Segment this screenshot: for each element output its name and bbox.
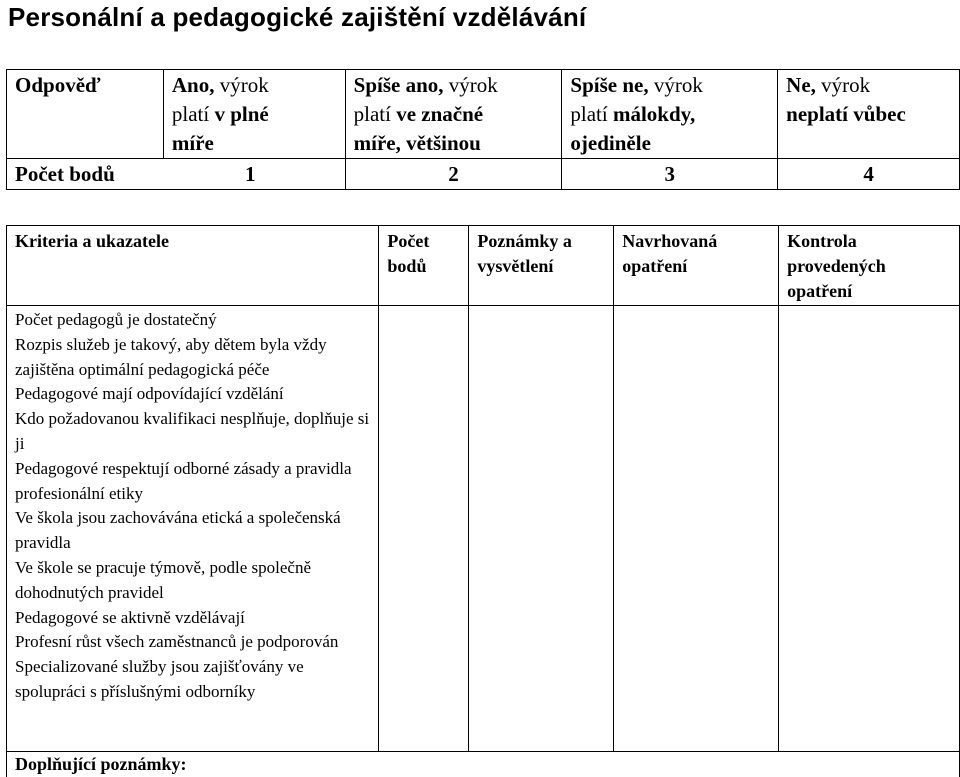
- page-title: Personální a pedagogické zajištění vzdělávání: [8, 2, 586, 33]
- criteria-item: Pedagogové se aktivně vzdělávají: [15, 606, 370, 631]
- points-value-1: 1: [245, 160, 256, 189]
- criteria-header-row: [7, 226, 960, 306]
- criteria-item: Rozpis služeb je takový, aby dětem byla vždy zajištěna optimální pedagogická péče: [15, 333, 370, 383]
- control-input-cell[interactable]: [779, 306, 960, 752]
- notes-input-cell[interactable]: [469, 306, 614, 752]
- criteria-item: Ve škola jsou zachovávána etická a společenská pravidla: [15, 506, 370, 556]
- header-text: opatření: [622, 256, 687, 276]
- header-text: opatření: [787, 281, 852, 301]
- option-bold: míře, většinou: [354, 131, 481, 155]
- option-text: platí: [354, 102, 397, 126]
- option-no: [778, 70, 960, 159]
- option-bold: málokdy,: [613, 102, 695, 126]
- option-bold: Spíše ne,: [570, 73, 648, 97]
- points-label: Počet bodů: [15, 162, 115, 186]
- option-text: výrok: [816, 73, 870, 97]
- criteria-item: Kdo požadovanou kvalifikaci nesplňuje, doplňuje si ji: [15, 407, 370, 457]
- header-criteria: Kriteria a ukazatele: [7, 226, 379, 306]
- criteria-item: Počet pedagogů je dostatečný: [15, 308, 370, 333]
- measures-input-cell[interactable]: [614, 306, 779, 752]
- header-text: Poznámky a: [477, 231, 572, 251]
- points-value-3: 3: [562, 159, 778, 190]
- criteria-item: Ve škole se pracuje týmově, podle společně dohodnutých pravidel: [15, 556, 370, 606]
- header-text: provedených: [787, 256, 886, 276]
- header-measures: [614, 226, 779, 306]
- criteria-item: Pedagogové mají odpovídající vzdělání: [15, 382, 370, 407]
- additional-notes-label: Doplňující poznámky:: [7, 752, 960, 777]
- answer-scale-table: [6, 69, 960, 190]
- option-bold: Spíše ano,: [354, 73, 444, 97]
- option-text: výrok: [215, 73, 269, 97]
- option-rather-yes: [345, 70, 562, 159]
- criteria-table: [6, 225, 960, 777]
- option-yes: [163, 70, 345, 159]
- header-text: Počet: [387, 231, 429, 251]
- header-notes: [469, 226, 614, 306]
- option-text: platí: [172, 102, 215, 126]
- option-rather-no: [562, 70, 778, 159]
- header-control: [779, 226, 960, 306]
- points-row: [7, 159, 960, 190]
- option-bold: neplatí vůbec: [786, 102, 906, 126]
- answer-label: Odpověď: [7, 70, 164, 159]
- points-value-2: 2: [345, 159, 562, 190]
- option-bold: v plné: [214, 102, 268, 126]
- criteria-body-row: [7, 306, 960, 752]
- option-bold: míře: [172, 131, 214, 155]
- footer-row: [7, 752, 960, 777]
- criteria-item: Pedagogové respektují odborné zásady a pravidla profesionální etiky: [15, 457, 370, 507]
- header-points: [379, 226, 469, 306]
- option-text: výrok: [444, 73, 498, 97]
- criteria-item: Profesní růst všech zaměstnanců je podporován: [15, 630, 370, 655]
- criteria-item: Specializované služby jsou zajišťovány ve spolupráci s příslušnými odborníky: [15, 655, 370, 705]
- option-bold: Ano,: [172, 73, 215, 97]
- points-input-cell[interactable]: [379, 306, 469, 752]
- option-text: výrok: [649, 73, 703, 97]
- criteria-list: [7, 306, 379, 752]
- option-bold: ve značné: [396, 102, 483, 126]
- answer-row: [7, 70, 960, 159]
- option-bold: ojediněle: [570, 131, 650, 155]
- header-text: Navrhovaná: [622, 231, 717, 251]
- option-bold: Ne,: [786, 73, 816, 97]
- header-text: vysvětlení: [477, 256, 553, 276]
- header-text: bodů: [387, 256, 426, 276]
- points-cell-1: [7, 159, 346, 190]
- header-text: Kontrola: [787, 231, 857, 251]
- option-text: platí: [570, 102, 613, 126]
- points-value-4: 4: [778, 159, 960, 190]
